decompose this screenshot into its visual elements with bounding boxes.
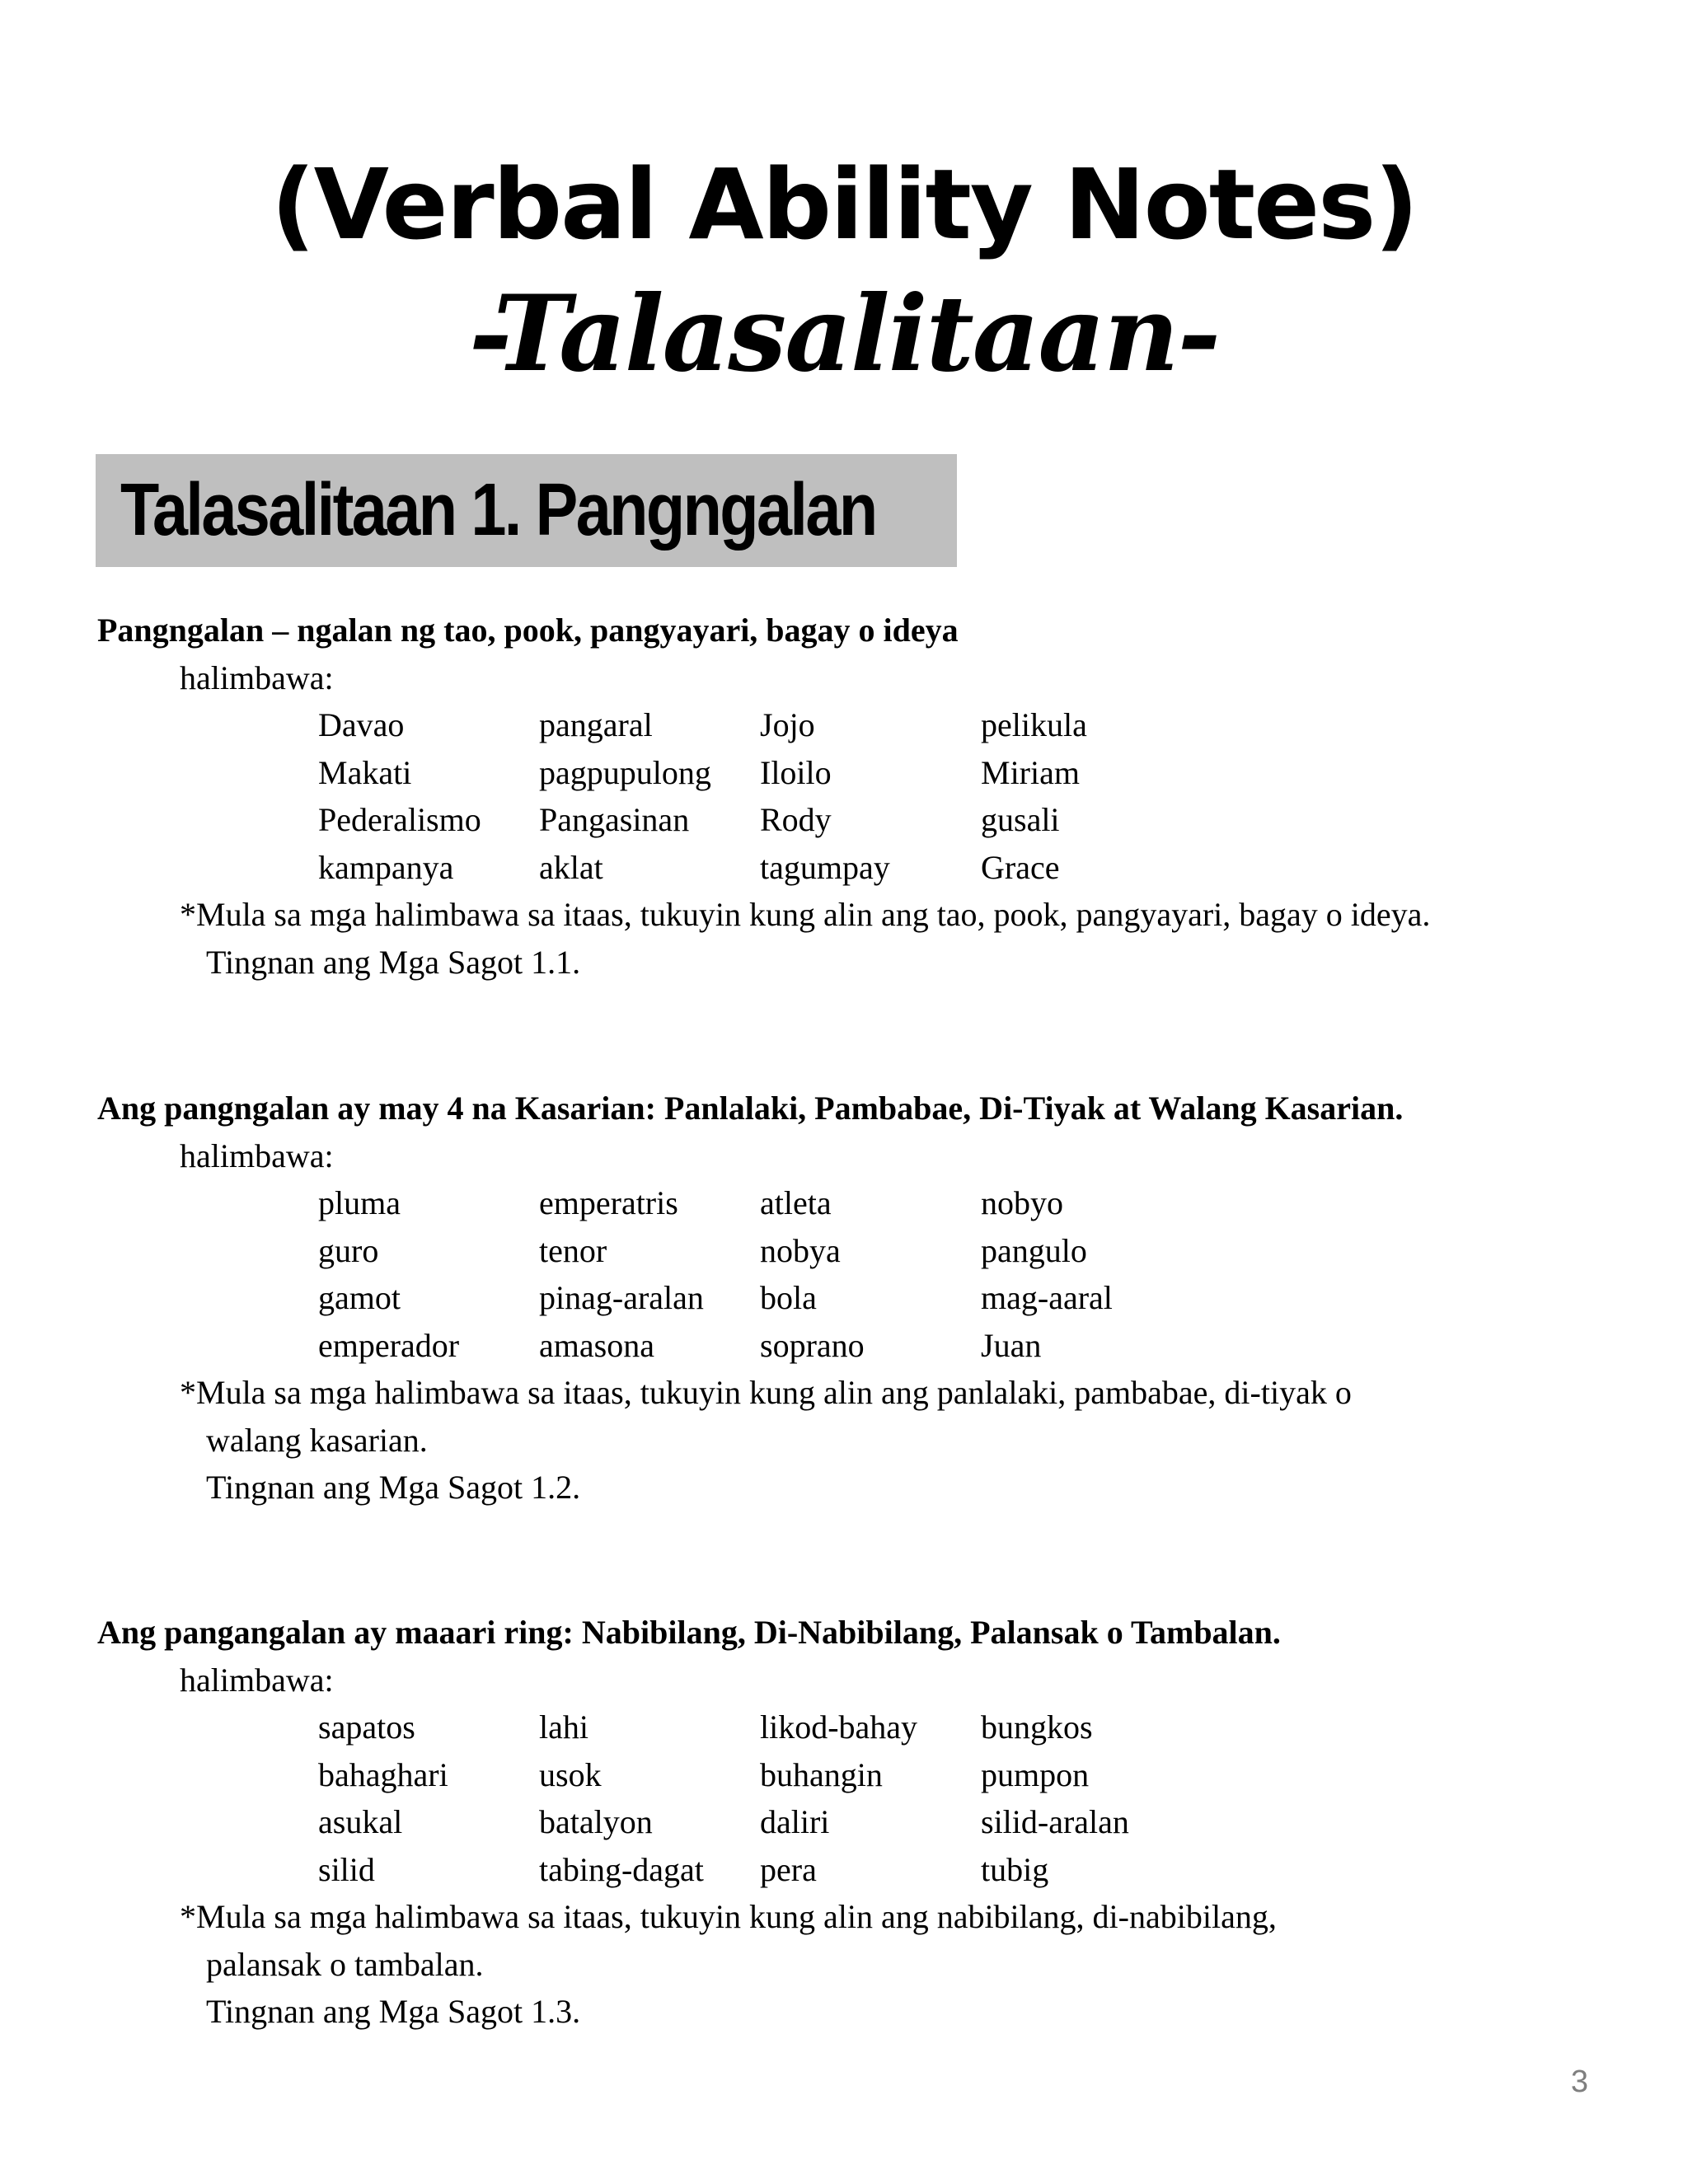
example-word: pagpupulong [539, 753, 711, 791]
example-word: atleta [760, 1184, 832, 1221]
word-row [318, 1274, 1581, 1322]
example-word: pumpon [981, 1755, 1090, 1793]
example-word-grid [97, 1704, 1581, 1893]
word-row [318, 749, 1581, 797]
example-word: pera [760, 1850, 817, 1888]
example-word: Pederalismo [318, 801, 481, 838]
block-heading: Pangngalan – ngalan ng tao, pook, pangyayari, bagay o ideya [97, 612, 959, 649]
example-word: Iloilo [760, 753, 832, 791]
example-word: likod-bahay [760, 1708, 918, 1746]
answer-reference: Tingnan ang Mga Sagot 1.1. [206, 943, 581, 981]
word-row [318, 844, 1581, 892]
example-word: Miriam [981, 753, 1080, 791]
section-heading-banner [96, 454, 957, 567]
example-word: pelikula [981, 706, 1087, 743]
example-word: nobya [760, 1231, 841, 1269]
example-word: mag-aaral [981, 1279, 1113, 1316]
answer-reference: Tingnan ang Mga Sagot 1.3. [206, 1993, 581, 2030]
word-row [318, 1322, 1581, 1370]
example-word: amasona [539, 1326, 654, 1364]
word-row [318, 1751, 1581, 1799]
word-row [318, 796, 1581, 844]
block-heading: Ang pangangalan ay maaari ring: Nabibilang, Di-Nabibilang, Palansak o Tambalan. [97, 1614, 1281, 1651]
word-row [318, 1798, 1581, 1846]
word-row [318, 1227, 1581, 1275]
example-word: asukal [318, 1803, 403, 1840]
example-word: guro [318, 1231, 379, 1269]
example-word: usok [539, 1755, 602, 1793]
example-word: bola [760, 1279, 817, 1316]
instruction-note-continuation: walang kasarian. [206, 1421, 428, 1459]
example-word: pinag-aralan [539, 1279, 704, 1316]
word-row [318, 1846, 1581, 1894]
example-word-grid [97, 701, 1581, 891]
example-word-grid [97, 1179, 1581, 1369]
instruction-note: *Mula sa mga halimbawa sa itaas, tukuyin kung alin ang panlalaki, pambabae, di-tiyak o [180, 1374, 1352, 1411]
example-word: Rody [760, 801, 832, 838]
example-word: batalyon [539, 1803, 653, 1840]
example-word: Grace [981, 848, 1060, 886]
example-word: daliri [760, 1803, 830, 1840]
example-word: kampanya [318, 848, 454, 886]
lesson-block-gender [97, 1085, 1581, 1511]
example-word: gamot [318, 1279, 401, 1316]
example-word: tabing-dagat [539, 1850, 704, 1888]
example-label: halimbawa: [180, 1661, 334, 1699]
section-heading: Talasalitaan 1. Pangngalan [120, 469, 876, 551]
word-row [318, 1704, 1581, 1751]
page-number: 3 [1570, 2064, 1588, 2099]
example-word: buhangin [760, 1755, 883, 1793]
example-word: lahi [539, 1708, 588, 1746]
example-word: tagumpay [760, 848, 890, 886]
instruction-note: *Mula sa mga halimbawa sa itaas, tukuyin kung alin ang tao, pook, pangyayari, bagay o ideya. [180, 896, 1431, 933]
instruction-note-continuation: palansak o tambalan. [206, 1945, 484, 1983]
block-heading: Ang pangngalan ay may 4 na Kasarian: Panlalaki, Pambabae, Di-Tiyak at Walang Kasarian. [97, 1090, 1404, 1127]
answer-reference: Tingnan ang Mga Sagot 1.2. [206, 1469, 581, 1506]
example-word: soprano [760, 1326, 865, 1364]
example-word: silid-aralan [981, 1803, 1129, 1840]
example-word: gusali [981, 801, 1060, 838]
example-word: bahaghari [318, 1755, 448, 1793]
example-word: tenor [539, 1231, 607, 1269]
example-word: tubig [981, 1850, 1049, 1888]
example-word: silid [318, 1850, 375, 1888]
example-word: Juan [981, 1326, 1042, 1364]
example-word: Pangasinan [539, 801, 690, 838]
instruction-note: *Mula sa mga halimbawa sa itaas, tukuyin kung alin ang nabibilang, di-nabibilang, [180, 1898, 1277, 1935]
example-label: halimbawa: [180, 1137, 334, 1174]
example-word: pangulo [981, 1231, 1087, 1269]
example-word: Makati [318, 753, 412, 791]
lesson-block-types [97, 1609, 1581, 2036]
example-word: Jojo [760, 706, 815, 743]
example-word: nobyo [981, 1184, 1063, 1221]
example-word: emperatris [539, 1184, 678, 1221]
word-row [318, 1179, 1581, 1227]
document-subtitle: -Talasalitaan- [469, 273, 1219, 395]
example-word: pluma [318, 1184, 401, 1221]
example-label: halimbawa: [180, 658, 334, 696]
example-word: sapatos [318, 1708, 415, 1746]
example-word: pangaral [539, 706, 653, 743]
document-title: (Verbal Ability Notes) [270, 148, 1418, 261]
example-word: emperador [318, 1326, 460, 1364]
word-row [318, 701, 1581, 749]
example-word: bungkos [981, 1708, 1093, 1746]
lesson-block-definition [97, 607, 1581, 986]
example-word: Davao [318, 706, 405, 743]
example-word: aklat [539, 848, 603, 886]
